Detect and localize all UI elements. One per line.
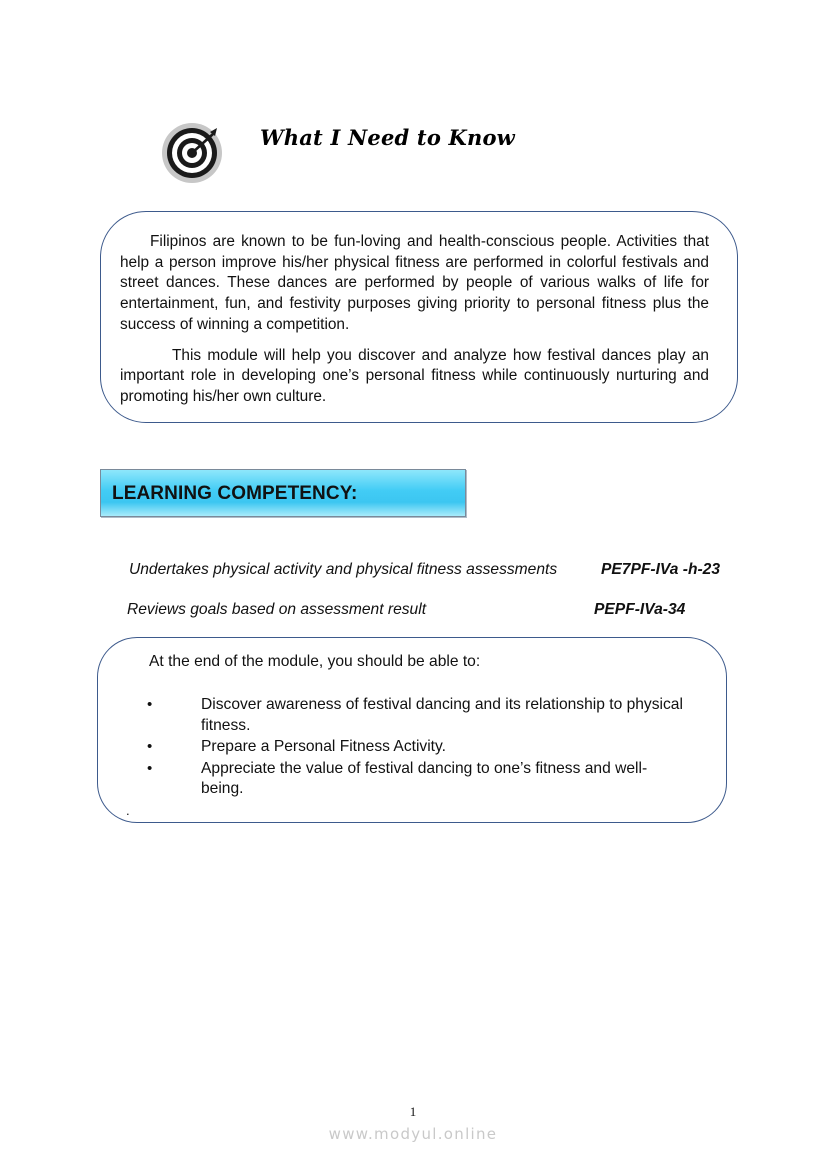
list-item bbox=[98, 737, 726, 758]
bullet: • bbox=[147, 759, 153, 777]
competency-code: PE7PF-IVa -h-23 bbox=[601, 561, 721, 578]
target-icon bbox=[161, 122, 223, 184]
competency-row bbox=[127, 601, 727, 619]
competency-row bbox=[129, 561, 729, 579]
bullet: • bbox=[147, 696, 153, 713]
competency-description: Reviews goals based on assessment result bbox=[127, 601, 427, 618]
objectives-box bbox=[97, 637, 727, 823]
intro-paragraph-1: Filipinos are known to be fun-loving and health-conscious people. Activities that help a person improve his/her physical fitness are performed in colorful festivals and street dances. These dances are performed by people of various walks of life for entertainment, fun, and festivity purposes giving priority to personal fitness plus the success of winning a competition. bbox=[120, 233, 709, 333]
intro-box bbox=[100, 211, 738, 423]
list-item bbox=[98, 695, 726, 736]
objective-text: Prepare a Personal Fitness Activity. bbox=[201, 738, 446, 755]
learning-competency-banner bbox=[100, 469, 466, 517]
trailing-mark: . bbox=[126, 803, 130, 818]
learning-competency-heading: LEARNING COMPETENCY: bbox=[112, 483, 358, 504]
bullet: • bbox=[147, 738, 153, 755]
objective-text: Appreciate the value of festival dancing to one’s fitness and well-being. bbox=[201, 759, 648, 797]
objectives-intro: At the end of the module, you should be able to: bbox=[149, 653, 481, 670]
competency-description: Undertakes physical activity and physical fitness assessments bbox=[129, 561, 558, 578]
competency-code: PEPF-IVa-34 bbox=[594, 601, 686, 618]
objectives-list bbox=[98, 695, 726, 801]
watermark: www.modyul.online bbox=[328, 1125, 498, 1143]
objective-text: Discover awareness of festival dancing and its relationship to physical fitness. bbox=[201, 696, 683, 734]
page-number: 1 bbox=[409, 1104, 417, 1119]
intro-paragraph-2: This module will help you discover and analyze how festival dances play an important role in developing one’s personal fitness while continuously nurturing and promoting his/her own culture. bbox=[120, 346, 709, 405]
section-title: What I Need to Know bbox=[260, 125, 515, 150]
list-item bbox=[98, 759, 726, 800]
